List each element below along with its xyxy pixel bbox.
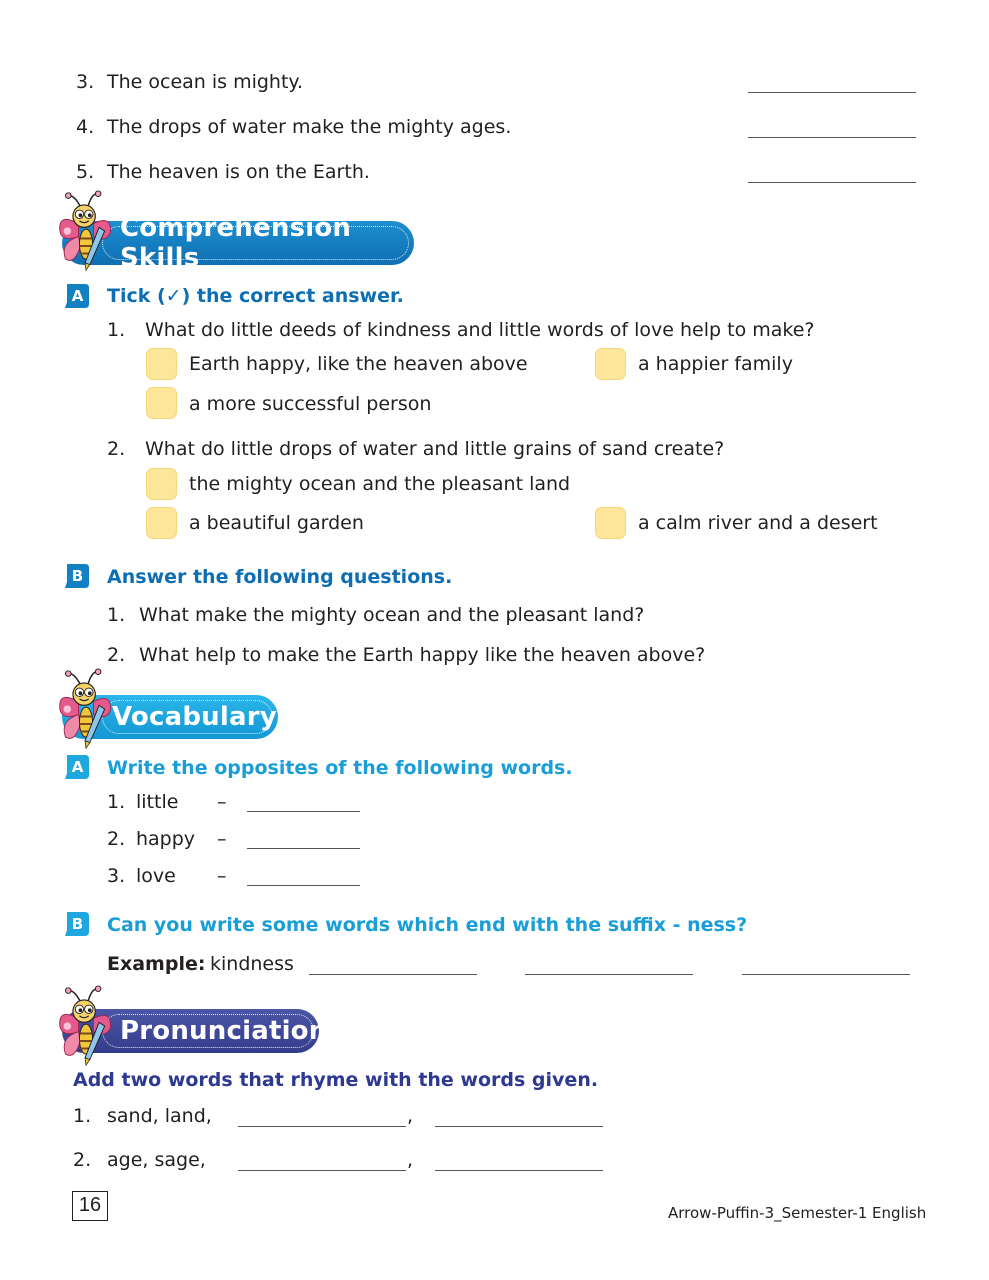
- butterfly-mascot-icon: [54, 668, 118, 752]
- section-b-badge-icon: B: [63, 910, 91, 938]
- tick-box[interactable]: [146, 387, 177, 419]
- section-title: Comprehension Skills: [120, 213, 352, 273]
- tick-box[interactable]: [146, 348, 177, 380]
- tf-item-text: The drops of water make the mighty ages.: [107, 116, 512, 138]
- answer-blank[interactable]: [247, 848, 360, 849]
- dash: –: [217, 865, 227, 887]
- answer-blank[interactable]: [525, 974, 693, 975]
- vocab-word: love: [136, 865, 176, 887]
- option-label: a more successful person: [189, 393, 432, 415]
- answer-blank[interactable]: [309, 974, 477, 975]
- question-number: 2.: [107, 644, 126, 666]
- option-label: a beautiful garden: [189, 512, 364, 534]
- question-text: What do little deeds of kindness and little words of love help to make?: [145, 319, 815, 341]
- answer-blank[interactable]: [238, 1126, 406, 1127]
- vocab-word: happy: [136, 828, 196, 850]
- item-number: 3.: [107, 865, 126, 887]
- section-heading: Add two words that rhyme with the words given.: [73, 1069, 599, 1091]
- answer-blank[interactable]: [247, 811, 360, 812]
- section-title: Pronunciation: [120, 1016, 328, 1046]
- answer-blank[interactable]: [435, 1170, 603, 1171]
- dash: –: [217, 828, 227, 850]
- section-heading: Answer the following questions.: [107, 566, 453, 588]
- section-heading: Can you write some words which end with the suffix - ness?: [107, 914, 748, 936]
- option-label: a happier family: [638, 353, 793, 375]
- tf-item-text: The heaven is on the Earth.: [107, 161, 370, 183]
- tf-answer-blank[interactable]: [748, 137, 916, 138]
- dash: –: [217, 791, 227, 813]
- section-heading: Tick (✓) the correct answer.: [107, 285, 404, 307]
- option-label: a calm river and a desert: [638, 512, 878, 534]
- comma: ,: [407, 1105, 414, 1127]
- answer-blank[interactable]: [435, 1126, 603, 1127]
- rhyme-words: age, sage,: [107, 1149, 206, 1171]
- butterfly-mascot-icon: [54, 190, 118, 274]
- tf-answer-blank[interactable]: [748, 92, 916, 93]
- section-a-badge-icon: A: [63, 753, 91, 781]
- question-number: 2.: [107, 438, 126, 460]
- item-number: 2.: [107, 828, 126, 850]
- butterfly-mascot-icon: [54, 985, 118, 1069]
- example-label: Example:: [107, 953, 206, 975]
- tf-item-number: 3.: [76, 71, 95, 93]
- tf-item-number: 5.: [76, 161, 95, 183]
- item-number: 1.: [73, 1105, 92, 1127]
- answer-blank[interactable]: [742, 974, 910, 975]
- tick-box[interactable]: [146, 507, 177, 539]
- option-label: Earth happy, like the heaven above: [189, 353, 528, 375]
- page-number: 16: [72, 1191, 108, 1221]
- tf-item-text: The ocean is mighty.: [107, 71, 303, 93]
- section-title: Vocabulary: [112, 702, 277, 732]
- answer-blank[interactable]: [238, 1170, 406, 1171]
- footer-text: Arrow-Puffin-3_Semester-1 English: [668, 1204, 927, 1222]
- question-text: What make the mighty ocean and the pleasant land?: [139, 604, 645, 626]
- question-number: 1.: [107, 319, 126, 341]
- question-text: What help to make the Earth happy like the heaven above?: [139, 644, 706, 666]
- tf-answer-blank[interactable]: [748, 182, 916, 183]
- question-number: 1.: [107, 604, 126, 626]
- example-word: kindness: [210, 953, 294, 975]
- answer-blank[interactable]: [247, 885, 360, 886]
- option-label: the mighty ocean and the pleasant land: [189, 473, 571, 495]
- tick-box[interactable]: [595, 507, 626, 539]
- section-heading: Write the opposites of the following words.: [107, 757, 573, 779]
- tick-box[interactable]: [146, 468, 177, 500]
- item-number: 2.: [73, 1149, 92, 1171]
- comma: ,: [407, 1149, 414, 1171]
- tick-box[interactable]: [595, 348, 626, 380]
- vocab-word: little: [136, 791, 179, 813]
- question-text: What do little drops of water and little grains of sand create?: [145, 438, 725, 460]
- rhyme-words: sand, land,: [107, 1105, 212, 1127]
- section-b-badge-icon: B: [63, 562, 91, 590]
- tf-item-number: 4.: [76, 116, 95, 138]
- section-a-badge-icon: A: [63, 282, 91, 310]
- item-number: 1.: [107, 791, 126, 813]
